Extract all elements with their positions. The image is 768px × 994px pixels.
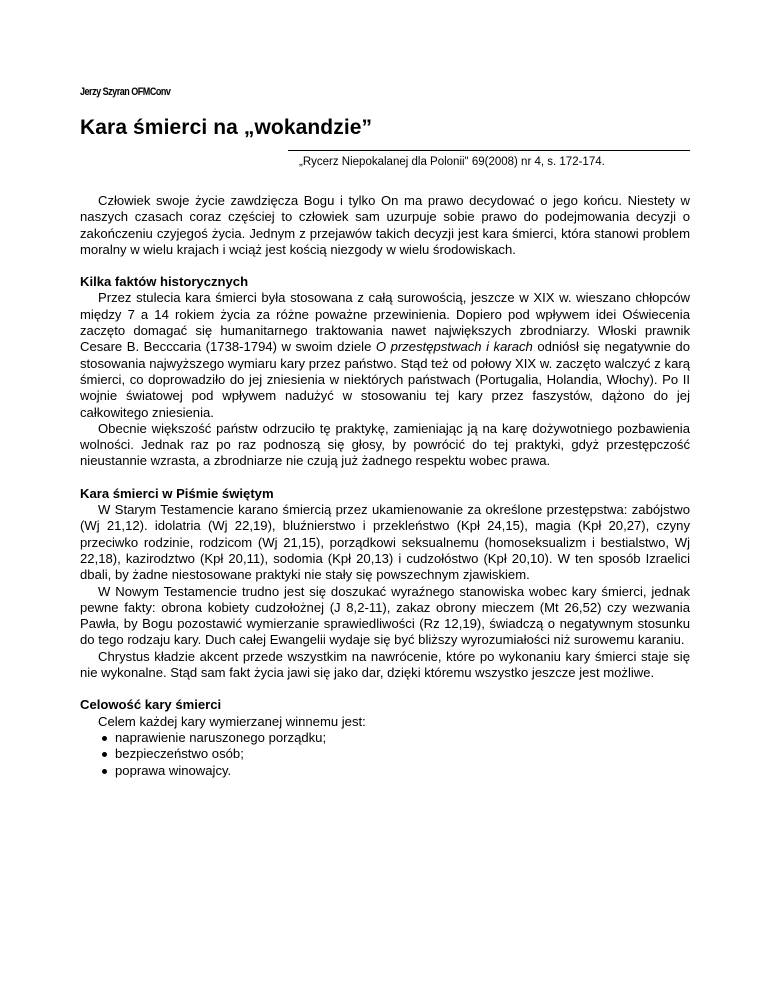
purpose-list xyxy=(80,730,690,779)
scripture-paragraph-1: W Starym Testamencie karano śmiercią przez ukamienowanie za określone przestępstwa: zabójstwo (Wj 21,12). idolatria (Wj 22,19), bluźnierstwo i przekleństwo (Kpł 24,15), magia (Kpł 20,27), czyny przeciwko rodzinie, rodzicom (Wj 21,15), porządkowi seksualnemu (homoseksualizm i bestialstwo, Wj 22,18), kazirodztwo (Kpł 20,11), sodomia (Kpł 20,13) i cudzołóstwo (Kpł 20,10). W ten sposób Izraelici dbali, by żadne niestosowane praktyki nie stały się powszechnym zjawiskiem. xyxy=(80,502,690,583)
scripture-paragraph-2: W Nowym Testamencie trudno jest się doszukać wyraźnego stanowiska wobec kary śmierci, jednak pewne fakty: obrona kobiety cudzołożnej (J 8,2-11), zakaz obrony mieczem (Mt 26,52) czy wezwania Pawła, by Bogu pozostawić wymierzanie sprawiedliwości (Rz 12,19), świadczą o negatywnym stosunku do tego rodzaju kary. Duch całej Ewangelii wydaje się być bliższy wyrozumiałości niż surowemu karaniu. xyxy=(80,583,690,648)
scripture-heading: Kara śmierci w Piśmie świętym xyxy=(80,485,274,501)
history-text-a: Przez stulecia kara śmierci była stosowana z całą surowością, jeszcze w XIX w. wieszano chłopców między 7 a 14 rokiem życia za różne poważne przewinienia. Dopiero pod wpływem idei Oświecenia zaczęto domagać się humanitarnego traktowania nawet największych zbrodniarzy. Włoski prawnik Cesare B. Becccaria (1738-1794) w swoim dziele xyxy=(80,290,690,355)
purpose-section xyxy=(80,697,690,778)
history-text-b: odniósł się negatywnie do stosowania najwyższego wymiaru kary przez państwo. Stąd też od połowy XIX w. zaczęto walczyć z karą śmierci, co doprowadziło do jej zniesienia w niektórych państwach (Portugalia, Holandia, Włochy). Po II wojnie światowej pod wpływem nadużyć w stosowaniu tej kary przez faszystów, dążono do jej całkowitego zniesienia. xyxy=(80,339,690,420)
history-paragraph-2: Obecnie większość państw odrzuciło tę praktykę, zamieniając ją na karę dożywotniego pozbawienia wolności. Jednak raz po raz podnoszą się głosy, by powrócić do tej praktyki, gdyż przestępczość nieustannie wzrasta, a zbrodniarze nie czują już żadnego respektu wobec prawa. xyxy=(80,420,690,469)
scripture-section xyxy=(80,486,690,682)
purpose-heading: Celowość kary śmierci xyxy=(80,697,222,713)
scripture-paragraph-3: Chrystus kładzie akcent przede wszystkim na nawrócenie, które po wykonaniu kary śmierci staje się nie wykonalne. Stąd sam fakt życia jawi się jako dar, dzięki któremu wszystko jeszcze jest możliwe. xyxy=(80,648,690,681)
article-body xyxy=(80,193,690,795)
purpose-lead: Celem każdej kary wymierzanej winnemu jest: xyxy=(98,713,366,729)
intro-paragraph: Człowiek swoje życie zawdzięcza Bogu i tylko On ma prawo decydować o jego końcu. Niestety w naszych czasach coraz częściej to człowiek sam uzurpuje sobie prawo do podejmowania decyzji o zakończeniu czyjegoś życia. Jednym z przejawów takich decyzji jest kara śmierci, która stanowi problem moralny w wielu krajach i wciąż jest kością niezgody w wielu środowiskach. xyxy=(80,193,690,257)
source-citation: „Rycerz Niepokalanej dla Polonii" 69(2008) nr 4, s. 172-174. xyxy=(299,156,605,168)
list-item: poprawa winowajcy. xyxy=(80,763,690,779)
title-divider xyxy=(288,150,690,151)
article-title: Kara śmierci na „wokandzie” xyxy=(80,116,373,139)
author-name: Jerzy Szyran OFMConv xyxy=(80,86,171,98)
list-item: bezpieczeństwo osób; xyxy=(80,746,690,762)
history-section xyxy=(80,274,690,470)
history-paragraph-1 xyxy=(80,290,690,420)
list-item: naprawienie naruszonego porządku; xyxy=(80,730,690,746)
book-title: O przestępstwach i karach xyxy=(375,339,533,355)
history-heading: Kilka faktów historycznych xyxy=(80,274,249,290)
